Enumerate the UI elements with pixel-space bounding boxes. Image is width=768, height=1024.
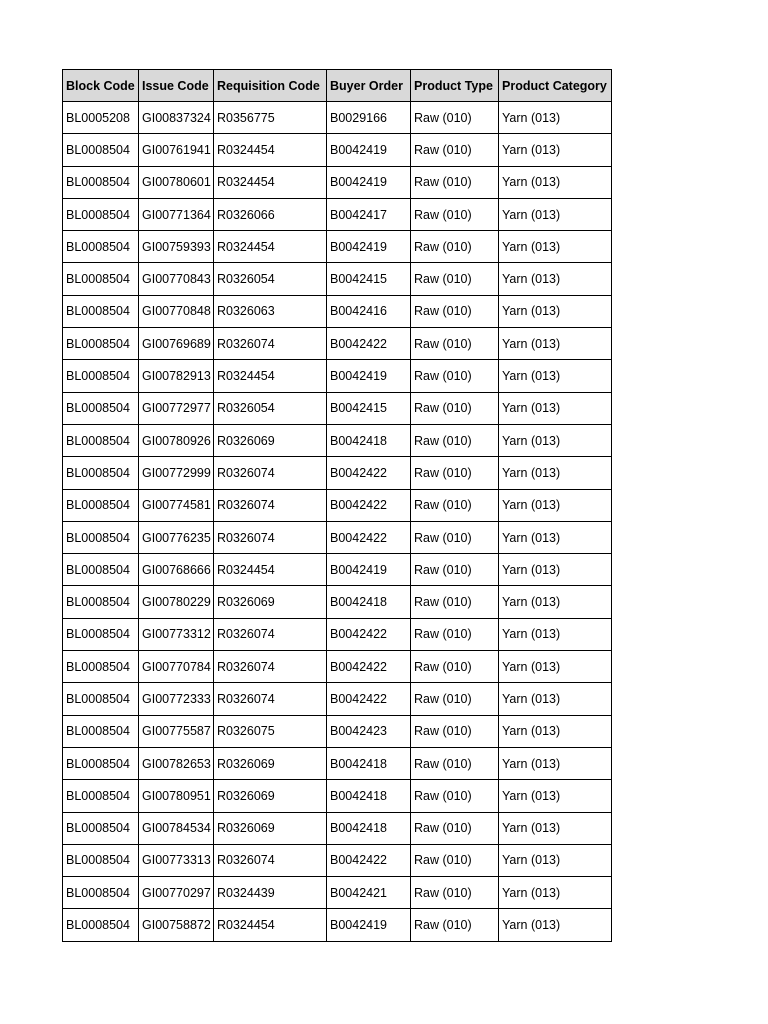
cell-block-code: BL0008504: [63, 715, 139, 747]
cell-requisition-code: R0326069: [214, 747, 327, 779]
cell-requisition-code: R0326054: [214, 392, 327, 424]
cell-buyer-order: B0042422: [327, 618, 411, 650]
cell-block-code: BL0008504: [63, 747, 139, 779]
cell-issue-code: GI00780601: [139, 166, 214, 198]
cell-product-category: Yarn (013): [499, 328, 612, 360]
cell-product-type: Raw (010): [411, 328, 499, 360]
cell-product-type: Raw (010): [411, 780, 499, 812]
cell-issue-code: GI00780229: [139, 586, 214, 618]
table-header: [63, 70, 612, 102]
cell-issue-code: GI00782913: [139, 360, 214, 392]
table-row: [63, 747, 612, 779]
cell-issue-code: GI00772977: [139, 392, 214, 424]
cell-requisition-code: R0326054: [214, 263, 327, 295]
cell-issue-code: GI00773313: [139, 844, 214, 876]
cell-product-category: Yarn (013): [499, 715, 612, 747]
cell-block-code: BL0008504: [63, 877, 139, 909]
cell-issue-code: GI00772999: [139, 457, 214, 489]
cell-product-category: Yarn (013): [499, 747, 612, 779]
cell-requisition-code: R0326075: [214, 715, 327, 747]
table-row: [63, 651, 612, 683]
table-row: [63, 360, 612, 392]
cell-product-type: Raw (010): [411, 424, 499, 456]
cell-product-category: Yarn (013): [499, 198, 612, 230]
cell-product-type: Raw (010): [411, 392, 499, 424]
table-row: [63, 102, 612, 134]
cell-buyer-order: B0042423: [327, 715, 411, 747]
cell-product-type: Raw (010): [411, 489, 499, 521]
cell-requisition-code: R0324439: [214, 877, 327, 909]
cell-issue-code: GI00770848: [139, 295, 214, 327]
cell-buyer-order: B0042422: [327, 844, 411, 876]
table-row: [63, 780, 612, 812]
cell-issue-code: GI00758872: [139, 909, 214, 941]
column-header-product-category: Product Category: [499, 70, 612, 102]
cell-product-type: Raw (010): [411, 521, 499, 553]
cell-product-category: Yarn (013): [499, 231, 612, 263]
table-row: [63, 457, 612, 489]
cell-requisition-code: R0326074: [214, 457, 327, 489]
cell-buyer-order: B0042418: [327, 780, 411, 812]
cell-product-type: Raw (010): [411, 457, 499, 489]
cell-block-code: BL0008504: [63, 263, 139, 295]
cell-buyer-order: B0042419: [327, 909, 411, 941]
cell-block-code: BL0008504: [63, 909, 139, 941]
table-row: [63, 392, 612, 424]
cell-block-code: BL0008504: [63, 166, 139, 198]
cell-issue-code: GI00776235: [139, 521, 214, 553]
cell-block-code: BL0008504: [63, 618, 139, 650]
cell-requisition-code: R0326069: [214, 780, 327, 812]
cell-product-type: Raw (010): [411, 715, 499, 747]
column-header-buyer-order: Buyer Order: [327, 70, 411, 102]
cell-product-type: Raw (010): [411, 231, 499, 263]
cell-buyer-order: B0042419: [327, 166, 411, 198]
cell-requisition-code: R0324454: [214, 360, 327, 392]
cell-issue-code: GI00774581: [139, 489, 214, 521]
cell-block-code: BL0008504: [63, 457, 139, 489]
cell-product-type: Raw (010): [411, 844, 499, 876]
cell-block-code: BL0008504: [63, 295, 139, 327]
cell-buyer-order: B0042416: [327, 295, 411, 327]
cell-requisition-code: R0326069: [214, 812, 327, 844]
table-row: [63, 134, 612, 166]
cell-block-code: BL0005208: [63, 102, 139, 134]
column-header-product-type: Product Type: [411, 70, 499, 102]
cell-issue-code: GI00775587: [139, 715, 214, 747]
cell-issue-code: GI00759393: [139, 231, 214, 263]
table-row: [63, 618, 612, 650]
cell-requisition-code: R0356775: [214, 102, 327, 134]
cell-product-type: Raw (010): [411, 683, 499, 715]
cell-buyer-order: B0042422: [327, 328, 411, 360]
cell-product-category: Yarn (013): [499, 166, 612, 198]
cell-product-category: Yarn (013): [499, 424, 612, 456]
cell-buyer-order: B0042418: [327, 424, 411, 456]
cell-requisition-code: R0326063: [214, 295, 327, 327]
cell-product-category: Yarn (013): [499, 909, 612, 941]
table-row: [63, 521, 612, 553]
cell-product-type: Raw (010): [411, 102, 499, 134]
cell-issue-code: GI00780951: [139, 780, 214, 812]
table-row: [63, 909, 612, 941]
cell-requisition-code: R0326074: [214, 521, 327, 553]
cell-buyer-order: B0042419: [327, 554, 411, 586]
cell-buyer-order: B0042422: [327, 521, 411, 553]
column-header-requisition-code: Requisition Code: [214, 70, 327, 102]
cell-requisition-code: R0326074: [214, 683, 327, 715]
table-row: [63, 424, 612, 456]
cell-block-code: BL0008504: [63, 198, 139, 230]
cell-block-code: BL0008504: [63, 231, 139, 263]
column-header-issue-code: Issue Code: [139, 70, 214, 102]
cell-block-code: BL0008504: [63, 554, 139, 586]
cell-product-type: Raw (010): [411, 909, 499, 941]
cell-product-type: Raw (010): [411, 554, 499, 586]
cell-issue-code: GI00773312: [139, 618, 214, 650]
cell-requisition-code: R0326069: [214, 424, 327, 456]
cell-issue-code: GI00770297: [139, 877, 214, 909]
cell-requisition-code: R0324454: [214, 166, 327, 198]
table-body: [63, 102, 612, 942]
cell-issue-code: GI00780926: [139, 424, 214, 456]
cell-issue-code: GI00761941: [139, 134, 214, 166]
table-row: [63, 586, 612, 618]
cell-buyer-order: B0042421: [327, 877, 411, 909]
cell-issue-code: GI00770784: [139, 651, 214, 683]
cell-buyer-order: B0042418: [327, 812, 411, 844]
cell-product-category: Yarn (013): [499, 489, 612, 521]
cell-product-type: Raw (010): [411, 295, 499, 327]
cell-product-type: Raw (010): [411, 166, 499, 198]
data-table: [62, 69, 612, 942]
cell-block-code: BL0008504: [63, 586, 139, 618]
cell-block-code: BL0008504: [63, 134, 139, 166]
cell-block-code: BL0008504: [63, 424, 139, 456]
cell-block-code: BL0008504: [63, 683, 139, 715]
cell-issue-code: GI00784534: [139, 812, 214, 844]
cell-buyer-order: B0042415: [327, 263, 411, 295]
cell-requisition-code: R0326074: [214, 618, 327, 650]
cell-issue-code: GI00782653: [139, 747, 214, 779]
cell-product-category: Yarn (013): [499, 618, 612, 650]
cell-block-code: BL0008504: [63, 521, 139, 553]
cell-block-code: BL0008504: [63, 780, 139, 812]
table-row: [63, 715, 612, 747]
cell-requisition-code: R0326069: [214, 586, 327, 618]
cell-issue-code: GI00837324: [139, 102, 214, 134]
cell-block-code: BL0008504: [63, 328, 139, 360]
cell-product-category: Yarn (013): [499, 134, 612, 166]
cell-buyer-order: B0042418: [327, 747, 411, 779]
cell-product-category: Yarn (013): [499, 392, 612, 424]
table-row: [63, 166, 612, 198]
cell-buyer-order: B0029166: [327, 102, 411, 134]
cell-product-type: Raw (010): [411, 360, 499, 392]
cell-requisition-code: R0326066: [214, 198, 327, 230]
cell-product-type: Raw (010): [411, 134, 499, 166]
table-row: [63, 812, 612, 844]
cell-requisition-code: R0326074: [214, 844, 327, 876]
cell-block-code: BL0008504: [63, 812, 139, 844]
cell-requisition-code: R0324454: [214, 554, 327, 586]
cell-buyer-order: B0042419: [327, 360, 411, 392]
cell-product-type: Raw (010): [411, 263, 499, 295]
cell-product-type: Raw (010): [411, 651, 499, 683]
cell-product-category: Yarn (013): [499, 844, 612, 876]
table-row: [63, 328, 612, 360]
cell-product-category: Yarn (013): [499, 263, 612, 295]
cell-block-code: BL0008504: [63, 844, 139, 876]
cell-buyer-order: B0042417: [327, 198, 411, 230]
column-header-block-code: Block Code: [63, 70, 139, 102]
table-row: [63, 877, 612, 909]
cell-product-type: Raw (010): [411, 812, 499, 844]
cell-requisition-code: R0324454: [214, 231, 327, 263]
cell-block-code: BL0008504: [63, 651, 139, 683]
cell-block-code: BL0008504: [63, 392, 139, 424]
cell-product-category: Yarn (013): [499, 812, 612, 844]
cell-block-code: BL0008504: [63, 489, 139, 521]
cell-buyer-order: B0042419: [327, 134, 411, 166]
cell-product-category: Yarn (013): [499, 586, 612, 618]
cell-product-category: Yarn (013): [499, 360, 612, 392]
cell-block-code: BL0008504: [63, 360, 139, 392]
table-row: [63, 844, 612, 876]
cell-issue-code: GI00769689: [139, 328, 214, 360]
table-row: [63, 489, 612, 521]
cell-buyer-order: B0042415: [327, 392, 411, 424]
cell-product-category: Yarn (013): [499, 780, 612, 812]
cell-product-type: Raw (010): [411, 747, 499, 779]
cell-requisition-code: R0326074: [214, 328, 327, 360]
cell-issue-code: GI00770843: [139, 263, 214, 295]
cell-requisition-code: R0326074: [214, 651, 327, 683]
cell-issue-code: GI00768666: [139, 554, 214, 586]
cell-buyer-order: B0042422: [327, 651, 411, 683]
cell-buyer-order: B0042422: [327, 489, 411, 521]
cell-product-category: Yarn (013): [499, 102, 612, 134]
table-row: [63, 198, 612, 230]
cell-product-type: Raw (010): [411, 198, 499, 230]
cell-product-type: Raw (010): [411, 877, 499, 909]
cell-product-category: Yarn (013): [499, 554, 612, 586]
cell-buyer-order: B0042422: [327, 683, 411, 715]
cell-buyer-order: B0042418: [327, 586, 411, 618]
cell-issue-code: GI00771364: [139, 198, 214, 230]
table-row: [63, 295, 612, 327]
cell-product-category: Yarn (013): [499, 521, 612, 553]
cell-buyer-order: B0042419: [327, 231, 411, 263]
cell-buyer-order: B0042422: [327, 457, 411, 489]
cell-product-category: Yarn (013): [499, 877, 612, 909]
cell-issue-code: GI00772333: [139, 683, 214, 715]
cell-product-type: Raw (010): [411, 586, 499, 618]
cell-requisition-code: R0324454: [214, 134, 327, 166]
cell-requisition-code: R0326074: [214, 489, 327, 521]
cell-product-category: Yarn (013): [499, 683, 612, 715]
cell-product-category: Yarn (013): [499, 295, 612, 327]
cell-requisition-code: R0324454: [214, 909, 327, 941]
table-row: [63, 683, 612, 715]
table-row: [63, 554, 612, 586]
table-row: [63, 231, 612, 263]
header-row: [63, 70, 612, 102]
cell-product-category: Yarn (013): [499, 651, 612, 683]
table-row: [63, 263, 612, 295]
cell-product-category: Yarn (013): [499, 457, 612, 489]
cell-product-type: Raw (010): [411, 618, 499, 650]
